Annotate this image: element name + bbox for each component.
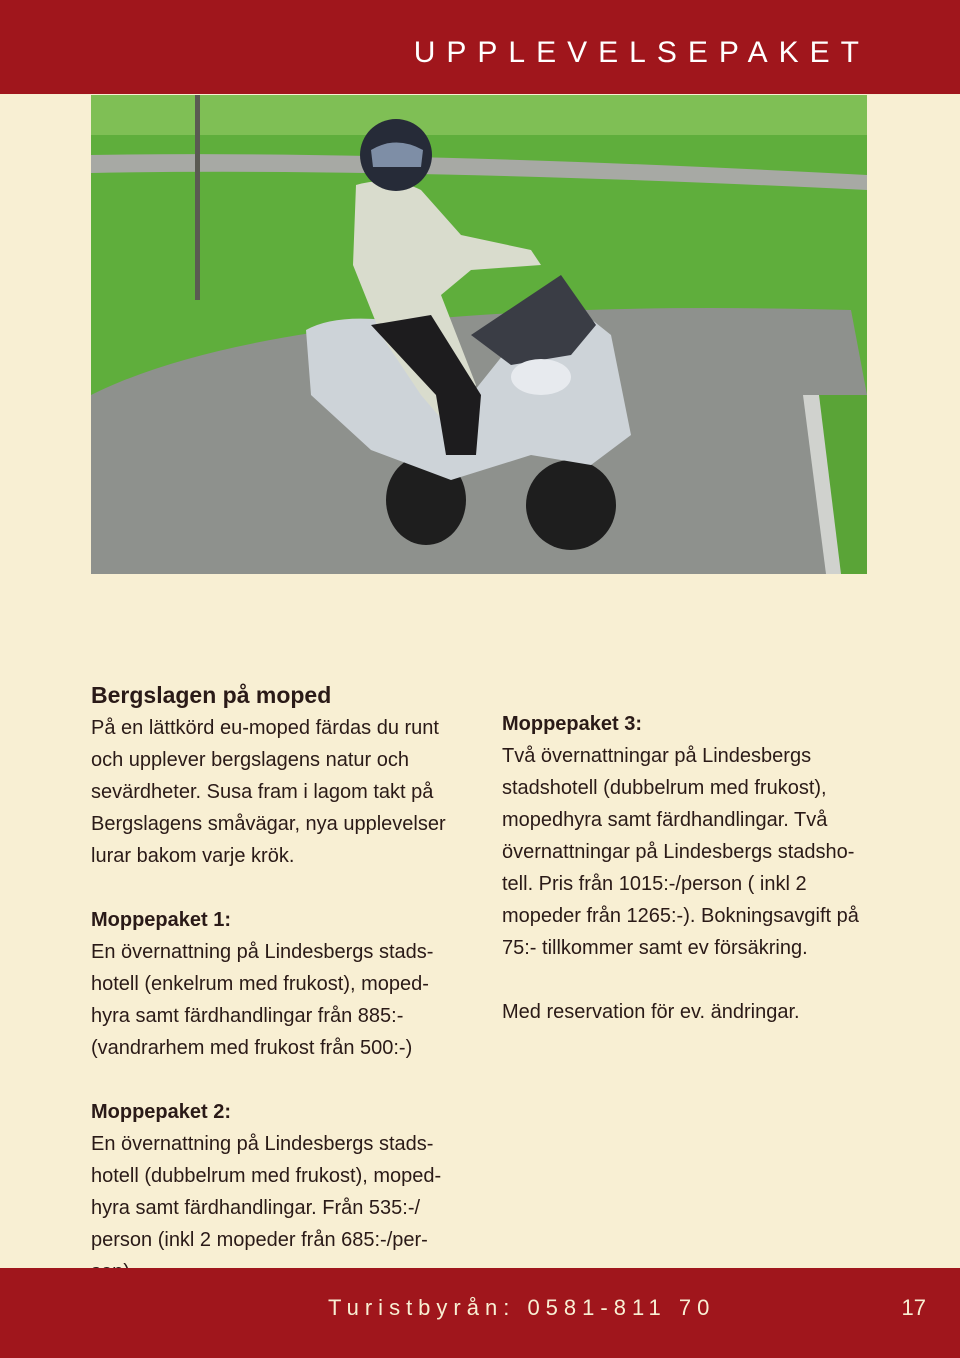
package-2-line: En övernattning på Lindesbergs stads- (91, 1133, 434, 1155)
package-2-line: hyra samt färdhandlingar. Från 535:-/ (91, 1197, 421, 1219)
intro-line: lurar bakom varje krök. (91, 845, 295, 867)
left-column (91, 678, 471, 1288)
package-1-line: hotell (enkelrum med frukost), moped- (91, 973, 429, 995)
page-title: UPPLEVELSEPAKET (413, 36, 870, 69)
package-3-line: mopedhyra samt färdhandlingar. Två (502, 809, 828, 831)
intro-line: sevärdheter. Susa fram i lagom takt på (91, 781, 434, 803)
package-3-line: tell. Pris från 1015:-/person ( inkl 2 (502, 873, 807, 895)
moped-rider-photo (91, 95, 867, 574)
package-3-line: stadshotell (dubbelrum med frukost), (502, 777, 827, 799)
package-3-line: Två övernattningar på Lindesbergs (502, 745, 812, 767)
package-3-title: Moppepaket 3: (502, 713, 643, 735)
package-3-line: övernattningar på Lindesbergs stadsho- (502, 841, 855, 863)
intro-line: och upplever bergslagens natur och (91, 749, 409, 771)
package-1-title: Moppepaket 1: (91, 909, 232, 931)
package-1-line: (vandrarhem med frukost från 500:-) (91, 1037, 413, 1059)
tourist-office-phone: Turistbyrån: 0581-811 70 (328, 1295, 716, 1320)
intro-line: Bergslagens småvägar, nya upplevelser (91, 813, 446, 835)
package-2-line: hotell (dubbelrum med frukost), moped- (91, 1165, 442, 1187)
package-1-line: En övernattning på Lindesbergs stads- (91, 941, 434, 963)
section-heading: Bergslagen på moped (91, 682, 332, 708)
package-3-line: 75:- tillkommer samt ev försäkring. (502, 937, 808, 959)
package-2-line: person (inkl 2 mopeder från 685:-/per- (91, 1229, 428, 1251)
package-1-line: hyra samt färdhandlingar från 885:- (91, 1005, 404, 1027)
package-3-line: mopeder från 1265:-). Bokningsavgift på (502, 905, 859, 927)
header-bar (0, 0, 960, 94)
page-number: 17 (901, 1295, 926, 1320)
reservation-note: Med reservation för ev. ändringar. (502, 1001, 800, 1023)
package-2-title: Moppepaket 2: (91, 1101, 232, 1123)
intro-line: På en lättkörd eu-moped färdas du runt (91, 717, 439, 739)
right-column (502, 708, 882, 1028)
footer-bar (0, 1268, 960, 1358)
